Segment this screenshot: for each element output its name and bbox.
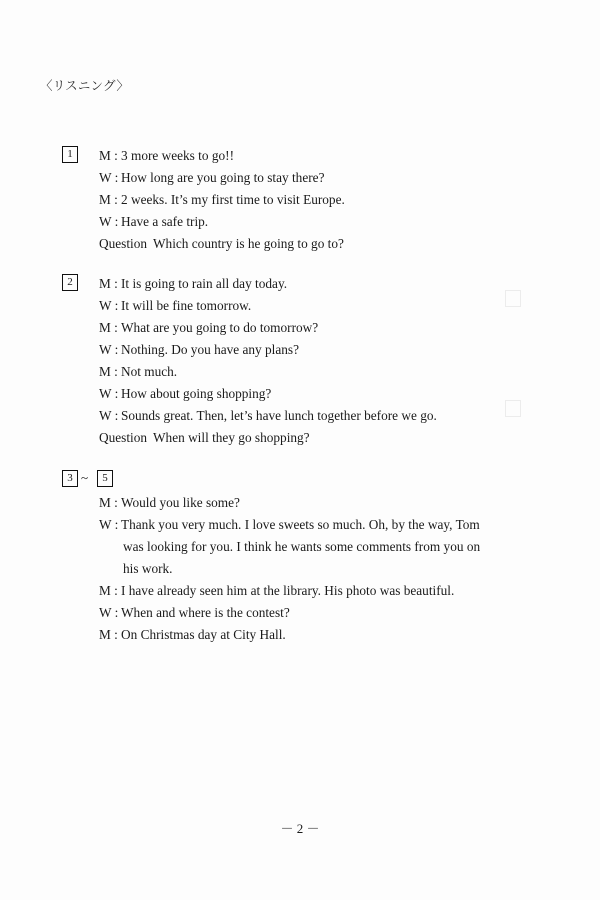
question-label: Question bbox=[99, 236, 148, 251]
question-line bbox=[99, 236, 344, 252]
section-heading: 〈リスニング〉 bbox=[40, 78, 130, 93]
dialogue-line bbox=[99, 583, 454, 599]
speaker-label: W : bbox=[99, 517, 119, 532]
dialogue-line bbox=[99, 495, 240, 511]
dialogue-line bbox=[99, 276, 287, 292]
page-number: － 2 － bbox=[280, 821, 320, 836]
bleed-through-mark bbox=[505, 290, 521, 307]
dialogue-text: Would you like some? bbox=[121, 495, 240, 510]
dialogue-text: Not much. bbox=[121, 364, 178, 379]
speaker-label: W : bbox=[99, 298, 119, 313]
question-number-box: 3 bbox=[62, 470, 78, 487]
speaker-label: M : bbox=[99, 627, 118, 642]
dialogue-text: 2 weeks. It’s my first time to visit Europe. bbox=[121, 192, 345, 207]
dialogue-text: On Christmas day at City Hall. bbox=[121, 627, 286, 642]
question-line bbox=[99, 430, 310, 446]
dialogue-line bbox=[99, 627, 286, 643]
dialogue-line bbox=[99, 148, 234, 164]
speaker-label: W : bbox=[99, 214, 119, 229]
dialogue-line bbox=[99, 517, 480, 533]
dialogue-text: What are you going to do tomorrow? bbox=[121, 320, 319, 335]
dialogue-line bbox=[99, 192, 345, 208]
bleed-through-mark bbox=[505, 400, 521, 417]
speaker-label: W : bbox=[99, 170, 119, 185]
dialogue-text: Nothing. Do you have any plans? bbox=[121, 342, 299, 357]
dialogue-line bbox=[99, 364, 177, 380]
dialogue-text: I have already seen him at the library. His photo was beautiful. bbox=[121, 583, 455, 598]
question-text: When will they go shopping? bbox=[153, 430, 310, 445]
dialogue-line bbox=[99, 320, 318, 336]
dialogue-text: Thank you very much. I love sweets so much. Oh, by the way, Tom bbox=[121, 517, 480, 532]
dialogue-text: It is going to rain all day today. bbox=[121, 276, 288, 291]
speaker-label: M : bbox=[99, 192, 118, 207]
question-number-box: 2 bbox=[62, 274, 78, 291]
dialogue-line-continuation: his work. bbox=[123, 561, 173, 576]
speaker-label: W : bbox=[99, 605, 119, 620]
dialogue-line bbox=[99, 408, 437, 424]
dialogue-line bbox=[99, 298, 251, 314]
dialogue-line bbox=[99, 342, 299, 358]
speaker-label: W : bbox=[99, 342, 119, 357]
dialogue-line bbox=[99, 386, 271, 402]
dialogue-text: When and where is the contest? bbox=[121, 605, 290, 620]
speaker-label: M : bbox=[99, 320, 118, 335]
question-number-box: 1 bbox=[62, 146, 78, 163]
speaker-label: M : bbox=[99, 583, 118, 598]
question-label: Question bbox=[99, 430, 148, 445]
range-separator: ~ bbox=[81, 470, 89, 485]
speaker-label: W : bbox=[99, 408, 119, 423]
dialogue-line bbox=[99, 605, 290, 621]
speaker-label: M : bbox=[99, 148, 118, 163]
dialogue-text: Sounds great. Then, let’s have lunch together before we go. bbox=[121, 408, 437, 423]
dialogue-line bbox=[99, 214, 208, 230]
question-number-box: 5 bbox=[97, 470, 113, 487]
dialogue-text: How long are you going to stay there? bbox=[121, 170, 325, 185]
dialogue-text: It will be fine tomorrow. bbox=[121, 298, 252, 313]
speaker-label: M : bbox=[99, 276, 118, 291]
dialogue-line-continuation: was looking for you. I think he wants some comments from you on bbox=[123, 539, 481, 554]
dialogue-text: 3 more weeks to go!! bbox=[121, 148, 234, 163]
dialogue-text: How about going shopping? bbox=[121, 386, 272, 401]
speaker-label: W : bbox=[99, 386, 119, 401]
dialogue-text: Have a safe trip. bbox=[121, 214, 209, 229]
dialogue-line bbox=[99, 170, 324, 186]
question-text: Which country is he going to go to? bbox=[153, 236, 344, 251]
speaker-label: M : bbox=[99, 364, 118, 379]
speaker-label: M : bbox=[99, 495, 118, 510]
